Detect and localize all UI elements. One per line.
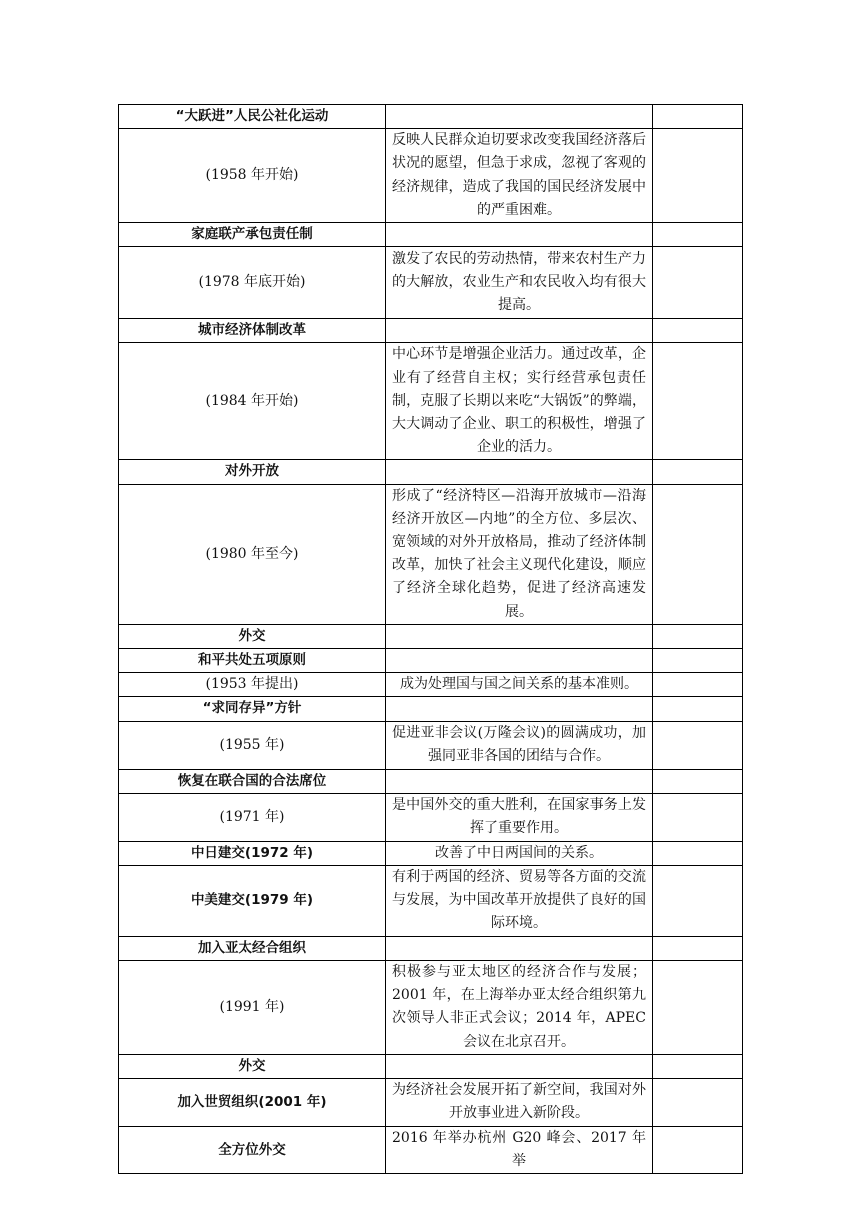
row-note bbox=[653, 960, 743, 1054]
row-title: 对外开放 bbox=[119, 460, 386, 484]
row-title: (1953 年提出) bbox=[119, 673, 386, 697]
row-content: 形成了“经济特区—沿海开放城市—沿海经济开放区—内地”的全方位、多层次、宽领域的对外开放格局，推动了经济体制改革，加快了社会主义现代化建设，顺应了经济全球化趋势，促进了经济高速发展。 bbox=[386, 484, 653, 624]
row-title: (1958 年开始) bbox=[119, 129, 386, 223]
row-note bbox=[653, 223, 743, 247]
row-title: (1984 年开始) bbox=[119, 343, 386, 460]
row-title: (1971 年) bbox=[119, 793, 386, 841]
row-title: 中美建交(1979 年) bbox=[119, 866, 386, 937]
table-row bbox=[119, 1126, 743, 1173]
row-note bbox=[653, 936, 743, 960]
row-title: 家庭联产承包责任制 bbox=[119, 223, 386, 247]
row-title: 恢复在联合国的合法席位 bbox=[119, 769, 386, 793]
row-content bbox=[386, 460, 653, 484]
table-row bbox=[119, 319, 743, 343]
row-content bbox=[386, 624, 653, 648]
row-note bbox=[653, 1054, 743, 1078]
row-content: 是中国外交的重大胜利，在国家事务上发挥了重要作用。 bbox=[386, 793, 653, 841]
row-content bbox=[386, 649, 653, 673]
row-content: 改善了中日两国间的关系。 bbox=[386, 841, 653, 865]
row-note bbox=[653, 105, 743, 129]
row-content bbox=[386, 105, 653, 129]
row-note bbox=[653, 1126, 743, 1173]
row-title: 外交 bbox=[119, 1054, 386, 1078]
row-title: 加入世贸组织(2001 年) bbox=[119, 1078, 386, 1126]
table-row bbox=[119, 793, 743, 841]
table-row bbox=[119, 866, 743, 937]
row-content bbox=[386, 319, 653, 343]
row-note bbox=[653, 673, 743, 697]
row-content bbox=[386, 223, 653, 247]
row-note bbox=[653, 1078, 743, 1126]
row-content: 中心环节是增强企业活力。通过改革，企业有了经营自主权；实行经营承包责任制，克服了长期以来吃“大锅饭”的弊端，大大调动了企业、职工的积极性，增强了企业的活力。 bbox=[386, 343, 653, 460]
table-row bbox=[119, 960, 743, 1054]
row-content: 反映人民群众迫切要求改变我国经济落后状况的愿望，但急于求成，忽视了客观的经济规律，造成了我国的国民经济发展中的严重困难。 bbox=[386, 129, 653, 223]
row-title: (1980 年至今) bbox=[119, 484, 386, 624]
table-row bbox=[119, 247, 743, 319]
table-row bbox=[119, 343, 743, 460]
row-note bbox=[653, 866, 743, 937]
row-content bbox=[386, 697, 653, 721]
row-note bbox=[653, 484, 743, 624]
table-row bbox=[119, 484, 743, 624]
row-content: 成为处理国与国之间关系的基本准则。 bbox=[386, 673, 653, 697]
row-note bbox=[653, 841, 743, 865]
row-title: (1991 年) bbox=[119, 960, 386, 1054]
row-note bbox=[653, 460, 743, 484]
row-note bbox=[653, 649, 743, 673]
table-row bbox=[119, 129, 743, 223]
row-content: 激发了农民的劳动热情，带来农村生产力的大解放，农业生产和农民收入均有很大提高。 bbox=[386, 247, 653, 319]
table-row bbox=[119, 673, 743, 697]
row-title: 加入亚太经合组织 bbox=[119, 936, 386, 960]
row-note bbox=[653, 624, 743, 648]
row-note bbox=[653, 343, 743, 460]
row-note bbox=[653, 247, 743, 319]
row-content: 为经济社会发展开拓了新空间，我国对外开放事业进入新阶段。 bbox=[386, 1078, 653, 1126]
row-note bbox=[653, 697, 743, 721]
row-title: 城市经济体制改革 bbox=[119, 319, 386, 343]
row-title: “大跃进”人民公社化运动 bbox=[119, 105, 386, 129]
table-row bbox=[119, 841, 743, 865]
table-row bbox=[119, 223, 743, 247]
table-row bbox=[119, 697, 743, 721]
row-content bbox=[386, 769, 653, 793]
row-note bbox=[653, 769, 743, 793]
row-content bbox=[386, 936, 653, 960]
table-row bbox=[119, 1078, 743, 1126]
row-title: 中日建交(1972 年) bbox=[119, 841, 386, 865]
row-content: 有利于两国的经济、贸易等各方面的交流与发展，为中国改革开放提供了良好的国际环境。 bbox=[386, 866, 653, 937]
row-title: 外交 bbox=[119, 624, 386, 648]
table-row bbox=[119, 721, 743, 769]
table-row bbox=[119, 105, 743, 129]
row-note bbox=[653, 319, 743, 343]
table-row bbox=[119, 624, 743, 648]
row-title: (1978 年底开始) bbox=[119, 247, 386, 319]
history-summary-table bbox=[118, 104, 743, 1174]
row-title: 和平共处五项原则 bbox=[119, 649, 386, 673]
table-row bbox=[119, 460, 743, 484]
row-content: 积极参与亚太地区的经济合作与发展；2001 年，在上海举办亚太经合组织第九次领导人非正式会议；2014 年，APEC 会议在北京召开。 bbox=[386, 960, 653, 1054]
table-row bbox=[119, 769, 743, 793]
table-row bbox=[119, 936, 743, 960]
row-content bbox=[386, 1054, 653, 1078]
row-title: 全方位外交 bbox=[119, 1126, 386, 1173]
row-note bbox=[653, 721, 743, 769]
row-title: (1955 年) bbox=[119, 721, 386, 769]
table-row bbox=[119, 649, 743, 673]
row-content: 2016 年举办杭州 G20 峰会、2017 年举 bbox=[386, 1126, 653, 1173]
table-row bbox=[119, 1054, 743, 1078]
row-note bbox=[653, 793, 743, 841]
row-content: 促进亚非会议(万隆会议)的圆满成功，加强同亚非各国的团结与合作。 bbox=[386, 721, 653, 769]
row-note bbox=[653, 129, 743, 223]
row-title: “求同存异”方针 bbox=[119, 697, 386, 721]
